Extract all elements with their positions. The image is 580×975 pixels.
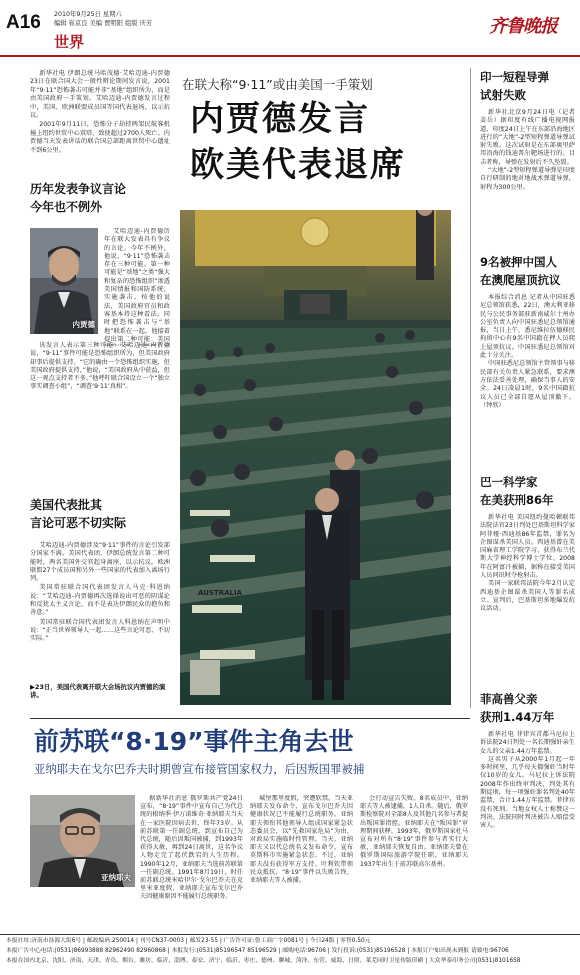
s4-body2: 这名男子从2000年1月起一年多时间里，几乎每天都强奸当时年仅10岁的女儿。马尼拉上诉法院2008年作出终审判决，判处其有期徒刑，每一项强奸罪名判处40年监禁，合计1.44万年监禁。菲律宾没有死刑。当地女权人士称赞这一判决。法院同时判决被告人赔偿受害人。: [480, 755, 575, 830]
footer-line-2: 本报广告中心电话:(0531)86993888 82962490 82960868 | 本报发行:(0531)85196547 85196529 | 邮购电话:96706 | 发行投诉:(0531)85196528 | 本报订户如出现未到报 请致电:96706: [6, 948, 509, 954]
s3-title-a: 巴一科学家: [480, 475, 538, 489]
photo-name-tag: 内贾德: [72, 320, 95, 329]
lead-paragraph: 新华社电 伊朗总统马哈茂德·艾哈迈迪-内贾德23日在联合国大会一般性辩论期间发言说，2001年“9·11”恐怖袭击可能并非“基地”组织所为，而是由美国政府一手策划。艾哈迈迪-内贾德发言过程中，美国、欧洲联盟成员国等国代表退场，以示抗议。: [30, 70, 170, 120]
sec2-title-a: 美国代表批其: [30, 498, 103, 512]
un-assembly-photo: [180, 210, 451, 705]
left-column: [30, 70, 170, 155]
sec2-body-text: 艾哈迈迪-内贾德涉及“9·11”事件的言论引发部分国家不满。美国代表团、伊朗总统发言第二种可能时，两名美国外交官起身离座，以示抗议。欧洲联盟27个成员国和另外一些国家的代表加入离场行列。: [30, 542, 170, 583]
s3-title-b: 在美获刑86年: [480, 493, 554, 507]
s1-title-b: 试射失败: [480, 88, 526, 102]
s1-body2: “大地”-2型短程弹道导弹是印度自行研制的地对地战术弹道导弹，射程为300公里。: [480, 167, 575, 191]
footer: [0, 934, 580, 975]
footer-line-1: 本报社址:济南市泺源大街6号 | 邮政编码:250014 | 刊号CN37-0003 | 邮发23-55 | 广告许可证:鲁工商广字0081号 | 今日24版 | 零售0.50元: [6, 938, 371, 944]
sec2-body3-text: 美国常驻联合国代表团发言人科恩纳在声明中说：“正当世界领导人一起……这些言论可恶、不切实际。”: [30, 618, 170, 643]
main-headline-2: 欧美代表退席: [190, 145, 406, 185]
section-title: 世界: [54, 33, 85, 51]
yanayev-name-tag: 亚纳耶夫: [101, 873, 131, 882]
sec1-body-text: 艾哈迈迪-内贾德历年在联大发表具有争议的言论。今年不例外，他说，“9·11”恐怖袭击存在三种可能。第一种可能是“基地”之类“强大和复杂的恐怖组织”渗透美国情报和国防系统，实施袭击。按他的说法，美国政府官员和政客基本持这种看法。同时把恐怖袭击与“基地”联系在一起。他接着提出第二种可能：美国: [104, 228, 170, 343]
brief-philippines-verdict: [480, 692, 575, 881]
page-number: A16: [6, 12, 41, 33]
sec1-title-b: 今年也不例外: [30, 200, 103, 214]
photo-caption: ▶23日，美国代表离开联大会场抗议内贾德的演讲。: [30, 683, 166, 700]
footer-line-3: 本报在国内北京、沈阳、济南、天津、青岛、烟台、潍坊、临沂、淄博、泰安、济宁、临沂、枣庄、德州、聊城、菏泽、东营、威海、日照、莱芜同时卫星传版印刷 | 大众华泰印务公司(0531)8101658: [6, 958, 521, 964]
bottom-rule: [30, 718, 470, 719]
sec1-heading: [30, 182, 170, 215]
page-header: [0, 0, 580, 58]
right-col-divider: [470, 68, 471, 708]
footer-rule: [0, 934, 580, 935]
sec1-title-a: 历年发表争议言论: [30, 182, 127, 196]
sec2-body: [30, 542, 170, 644]
editors-line: 编辑 崔京良 美编 贾明阳 组版 庆芳: [54, 20, 153, 27]
brief-india-missile: [480, 70, 575, 192]
sec1-body-wide: [30, 342, 170, 392]
s1-body: 新华社北京9月24日电（记者 姜岳）据印度有线广播电视网报道，印度24日上午在东部沿海地区进行的“大地”-2型短程弹道导弹试射失败。这次试射是在东部奥里萨邦沿海的钱迪普尔靶场进行的。目击者称，导弹在发射后不久坠毁。: [480, 109, 575, 166]
sec2-heading: [30, 498, 170, 531]
s4-body: 新华社电 菲律宾首都马尼拉上诉法院24日判处一名长期强奸亲生女儿的父亲1.44万年监禁。: [480, 731, 575, 755]
bottom-col-1: 据新华社消息 俄罗斯共产党24日宣布，“8·19”事件中宣布自己为代总统的根纳季·伊万诺维奇·亚纳耶夫当天在一家医院因病去世，终年73岁。从前苏联第一任副总统，到宣布自己为代总统，随后因叛国被捕，到1993年获得大赦，再到24日离世，这名争议人物走完了起伏跌宕的人生历程。1990年12月，亚纳耶夫当选前苏联第一任副总统。1991年8月19日，时任前苏联总统米哈伊尔·戈尔巴乔夫在克里米亚度假，亚纳耶夫宣布戈尔巴乔夫因健康原因不能履行总统职务。: [140, 795, 243, 901]
s2-title-b: 在澳爬屋顶抗议: [480, 273, 561, 287]
bottom-col-3: 会行动宣告失败。8名成员中，亚纳耶夫等人被逮捕，1人自杀。随后，俄罗斯检察院对全部8人及其他几名参与者提出叛国罪指控。亚纳耶夫在“叛国罪”审理期间获释。1993年，俄罗斯国家杜马宣布对所有“8·19”事件参与者实行大赦，亚纳耶夫恢复自由。亚纳耶夫曾在俄罗斯国际旅游学院任职。亚纳耶夫1937年出生于前苏联高尔基州。: [360, 795, 468, 868]
s1-title-a: 印一短程导弹: [480, 70, 549, 84]
flag-text: AUSTRALIA: [198, 589, 242, 597]
s2-body: 本报综合消息 记者从中国驻悉尼总领馆获悉，22日，澳大利亚移民与公民事务部驻新南威尔士州办公室负责人向中国驻悉尼总领馆通报，当日上午，悉尼维拉伍德移民拘留中心有9名中国籍在押人员爬上屋顶抗议。中国驻悉尼总领馆对此十分关注。: [480, 294, 575, 360]
s3-body: 新华社电 美国纽约曼哈顿联邦法院法官23日判处巴基斯坦科学家阿菲娅·西迪基86年监禁，罪名为企图谋杀美国人员。西迪基曾在美国麻省理工学院学习，获得布兰代斯大学神经科学博士学位。2008年在阿富汗被捕，据称在接受美国人员问讯时夺枪射击。: [480, 514, 575, 580]
ahmadinejad-photo: [30, 228, 98, 334]
s3-body2: 美国一家联邦法院今年2月认定西迪基企图谋杀美国人等罪名成立。宣判后，巴基斯坦多地爆发抗议活动。: [480, 580, 575, 613]
date-line: 2010年9月25日 星期六: [54, 11, 122, 18]
header-rule: [0, 55, 580, 57]
brief-chinese-detainees: [480, 255, 575, 410]
main-headline-1: 内贾德发言: [190, 99, 370, 139]
assembly-hall-illustration: [180, 210, 451, 705]
s4-title-a: 菲高兽父亲: [480, 692, 538, 706]
sec2-body2-text: 美国常驻联合国代表团发言人马克·科恩纳说：“艾哈迈迪-内贾德再次选择说出可恶的阴谋论和反犹太主义言论，而不是表达伊朗民众的抱负和善意。”: [30, 584, 170, 617]
lead-paragraph-2: 2001年9月11日，恐怖分子劫持两架民航客机撞上纽约世贸中心双塔，致使超过2700人死亡。内贾德当天发表讲话的联合国总部距离世贸中心遗址不到6公里。: [30, 121, 170, 154]
masthead-logo: 齐鲁晚报: [489, 16, 557, 37]
bottom-headline: 前苏联“8·19”事件主角去世: [34, 727, 354, 756]
sec2-title-b: 言论可恶不切实际: [30, 516, 127, 530]
s2-body2: 中国驻悉尼总领馆主管领事与移民部有关负责人紧急联系，要求澳方依法妥善处理，确保当事人的安全。24日凌晨1时，9名中国籍抗议人员已全部自愿从屋顶撤下。（钟欣）: [480, 360, 575, 409]
sec1-body: [104, 228, 170, 346]
center-kicker: 在联大称“9·11”或由美国一手策划: [182, 77, 373, 92]
yanayev-photo: [30, 795, 135, 887]
s4-title-b: 获刑1.44万年: [480, 710, 555, 724]
bottom-subhead: 亚纳耶夫在戈尔巴乔夫时期曾宣布接管国家权力，后因叛国罪被捕: [34, 762, 365, 776]
brief-pakistan-scientist: [480, 475, 575, 614]
sec1-body2-text: 该发言人表示第三种可能：艾哈迈迪-内贾德说，“9·11”事件可能是恐怖组织所为，但美国政府却事后提供支持。“它的确由一个恐怖组织实施，但美国政府提供支持，”他说，“美国政府从中获益，但这一观点支持者不多。”他呼吁联合国设立一个“独立事实调查小组”，“调查‘9·11’真相”。: [30, 342, 170, 391]
bottom-col-2: 城堡那里度假，突遭软禁。当天亚纳耶夫发布命令，宣布戈尔巴乔夫因健康状况已不能履行总统职务，亚纳耶夫领衔其他领导人组成国家紧急状态委员会，以“先救国家危局”为由，对政局实施临时性管理。当天，亚纳耶夫又以代总统名义发布命令，宣布莫斯科市实施紧急状态。不过，亚纳耶夫没有获得军方支持。叶利钦带领民众抵抗，“8·19”事件以失败告终，亚纳耶夫等人被捕。: [250, 795, 353, 885]
s2-title-a: 9名被押中国人: [480, 255, 558, 269]
